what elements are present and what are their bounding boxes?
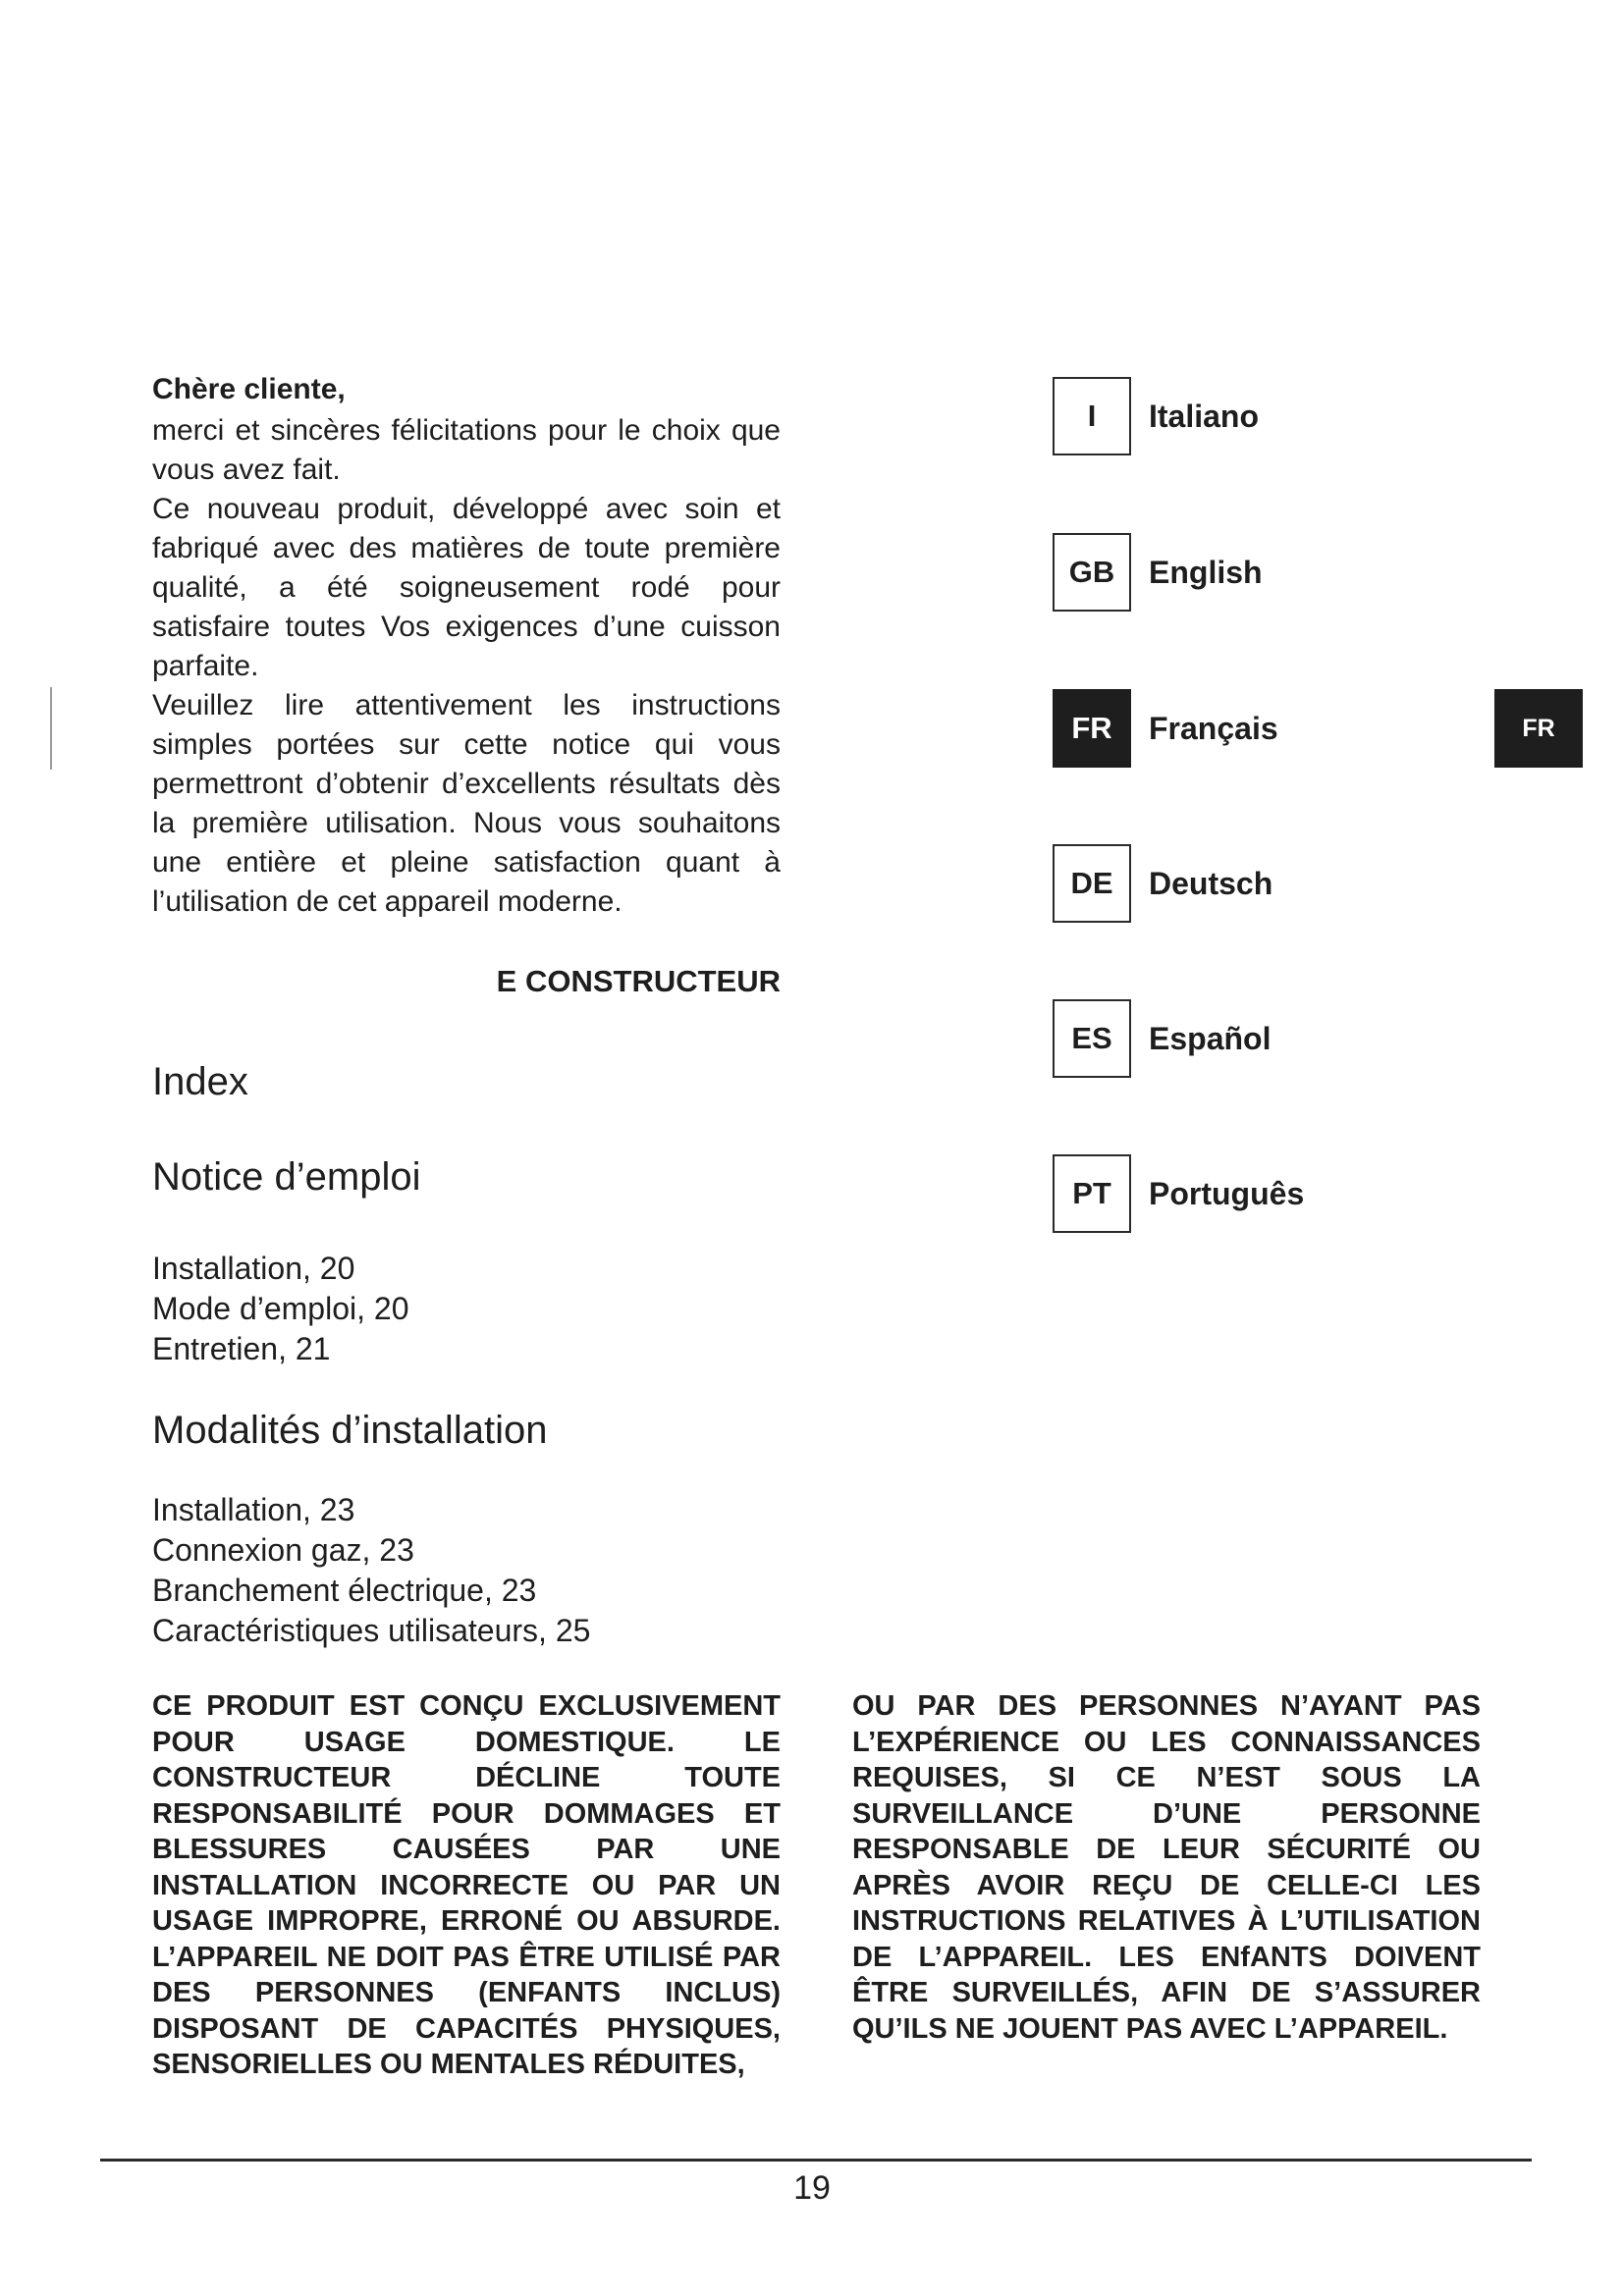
language-item-portugues[interactable]	[1053, 1155, 1304, 1232]
toc-item[interactable]: Installation, 23	[152, 1492, 355, 1527]
toc-item[interactable]: Caractéristiques utilisateurs, 25	[152, 1613, 591, 1648]
index-title: Index	[152, 1060, 248, 1103]
notice-toc-list	[152, 1249, 408, 1369]
toc-item[interactable]: Mode d’emploi, 20	[152, 1291, 409, 1326]
language-code-box: GB	[1053, 533, 1131, 612]
warning-text-right: OU PAR DES PERSONNES N’AYANT PAS L’EXPÉRIENCE OU LES CONNAISSANCES REQUISES, SI CE N’EST SOUS LA SURVEILLANCE D’UNE PERSONNE RESPONSABLE DE LEUR SÉCURITÉ OU APRÈS AVOIR REÇU DE CELLE-CI LES INSTRUCTIONS RELATIVES À L’UTILISATION DE L’APPAREIL. LES ENfANTS DOIVENT ÊTRE SURVEILLÉS, AFIN DE S’ASSURER QU’ILS NE JOUENT PAS AVEC L’APPAREIL.	[852, 1690, 1481, 2045]
modalites-title: Modalités d’installation	[152, 1409, 548, 1452]
footer-divider	[100, 2159, 1532, 2162]
language-code-box: PT	[1053, 1154, 1131, 1233]
language-code-box: ES	[1053, 999, 1131, 1078]
greeting: Chère cliente,	[152, 373, 346, 405]
language-name: Deutsch	[1149, 865, 1273, 901]
intro-paragraph: Ce nouveau produit, développé avec soin et fabriqué avec des matières de toute première qualité, a été soigneusement rodé pour satisfaire toutes Vos exigences d’une cuisson parfaite.	[152, 493, 781, 682]
language-thumb-tab: FR	[1494, 689, 1583, 768]
intro-text	[152, 411, 781, 922]
language-code-box: I	[1053, 377, 1131, 455]
language-name: Português	[1149, 1175, 1305, 1211]
language-name: English	[1149, 554, 1263, 590]
warning-text-left: CE PRODUIT EST CONÇU EXCLUSIVEMENT POUR USAGE DOMESTIQUE. LE CONSTRUCTEUR DÉCLINE TOUTE RESPONSABILITÉ POUR DOMMAGES ET BLESSURES CAUSÉES PAR UNE INSTALLATION INCORRECTE OU PAR UN USAGE IMPROPRE, ERRONÉ OU ABSURDE. L’APPAREIL NE DOIT PAS ÊTRE UTILISÉ PAR DES PERSONNES (ENFANTS INCLUS) DISPOSANT DE CAPACITÉS PHYSIQUES, SENSORIELLES OU MENTALES RÉDUITES,	[152, 1690, 781, 2080]
language-item-francais[interactable]	[1053, 690, 1278, 767]
language-code-box: DE	[1053, 844, 1131, 923]
toc-item[interactable]: Entretien, 21	[152, 1331, 331, 1366]
language-item-english[interactable]	[1053, 534, 1263, 611]
language-name: Italiano	[1149, 398, 1260, 434]
margin-mark	[50, 687, 52, 770]
intro-paragraph: Veuillez lire attentivement les instructions simples portées sur cette notice qui vous permettront d’obtenir d’excellents résultats dès la première utilisation. Nous vous souhaitons une entière et pleine satisfaction quant à l’utilisation de cet appareil moderne.	[152, 689, 781, 918]
language-code-box: FR	[1053, 689, 1131, 768]
intro-paragraph: merci et sincères félicitations pour le choix que vous avez fait.	[152, 414, 781, 486]
page-number: 19	[793, 2169, 831, 2207]
language-item-deutsch[interactable]	[1053, 845, 1272, 922]
toc-item[interactable]: Connexion gaz, 23	[152, 1532, 414, 1568]
language-item-italiano[interactable]	[1053, 378, 1259, 454]
modalites-toc-list	[152, 1490, 590, 1651]
language-name: Español	[1149, 1020, 1272, 1056]
notice-title: Notice d’emploi	[152, 1155, 421, 1199]
toc-item[interactable]: Branchement électrique, 23	[152, 1573, 537, 1608]
language-item-espanol[interactable]	[1053, 1000, 1271, 1077]
signature: E CONSTRUCTEUR	[496, 964, 781, 998]
toc-item[interactable]: Installation, 20	[152, 1251, 355, 1286]
language-name: Français	[1149, 710, 1278, 746]
